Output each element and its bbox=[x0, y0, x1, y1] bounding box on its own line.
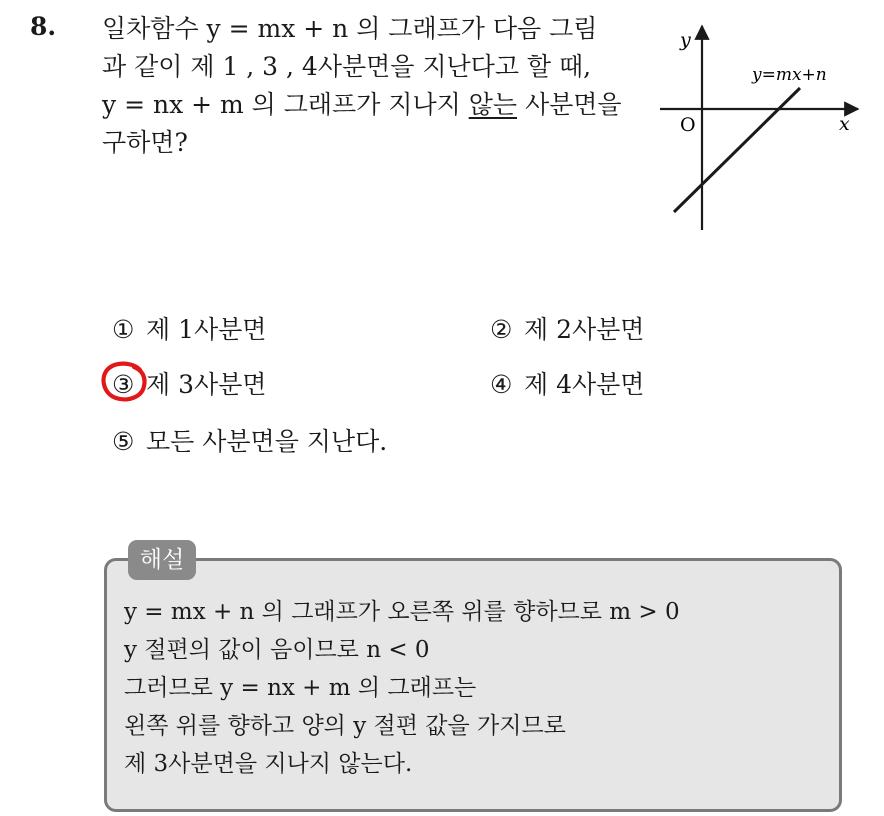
option-1[interactable] bbox=[112, 310, 266, 346]
option-1-mark: ① bbox=[112, 315, 135, 344]
solution-line-5: 제 3사분면을 지나지 않는다. bbox=[124, 751, 413, 777]
option-2[interactable] bbox=[490, 310, 644, 346]
question-line-3 bbox=[102, 86, 622, 124]
option-2-mark: ② bbox=[490, 315, 513, 344]
option-3-text: 제 3사분면 bbox=[146, 370, 267, 399]
question-line-1: 일차함수 y = mx + n 의 그래프가 다음 그림 bbox=[102, 14, 598, 43]
y-axis-label: y bbox=[680, 29, 691, 51]
option-1-text: 제 1사분면 bbox=[146, 315, 267, 344]
solution-badge: 해설 bbox=[128, 540, 196, 580]
question-line-3-end: 사분면을 bbox=[517, 90, 622, 119]
option-4[interactable] bbox=[490, 365, 644, 401]
question-line-3-start: y = nx + m 의 그래프가 지나지 bbox=[102, 90, 469, 119]
line-label: y=mx+n bbox=[752, 65, 827, 85]
solution-line-1: y = mx + n 의 그래프가 오른쪽 위를 향하므로 m > 0 bbox=[124, 599, 680, 625]
option-5-mark: ⑤ bbox=[112, 427, 135, 456]
x-axis-label: x bbox=[839, 113, 850, 135]
origin-label: O bbox=[680, 114, 696, 136]
option-5[interactable] bbox=[112, 422, 387, 458]
solution-line-2: y 절편의 값이 음이므로 n < 0 bbox=[124, 637, 430, 663]
question-line-4: 구하면? bbox=[102, 128, 188, 157]
solution-line-4: 왼쪽 위를 향하고 양의 y 절편 값을 가지므로 bbox=[124, 713, 566, 739]
underlined-word: 않는 bbox=[468, 90, 518, 119]
solution-text bbox=[124, 593, 680, 783]
option-4-text: 제 4사분면 bbox=[524, 370, 645, 399]
option-3-mark: ③ bbox=[112, 370, 135, 399]
coordinate-graph bbox=[650, 20, 865, 235]
option-2-text: 제 2사분면 bbox=[524, 315, 645, 344]
option-4-mark: ④ bbox=[490, 370, 513, 399]
solution-line-3: 그러므로 y = nx + m 의 그래프는 bbox=[124, 675, 477, 701]
question-line-2: 과 같이 제 1 , 3 , 4사분면을 지난다고 할 때, bbox=[102, 52, 592, 81]
option-5-text: 모든 사분면을 지난다. bbox=[146, 427, 388, 456]
graph-line bbox=[674, 88, 800, 212]
question-text bbox=[102, 10, 622, 162]
answer-circle-icon bbox=[100, 360, 150, 404]
question-number: 8. bbox=[30, 12, 57, 41]
